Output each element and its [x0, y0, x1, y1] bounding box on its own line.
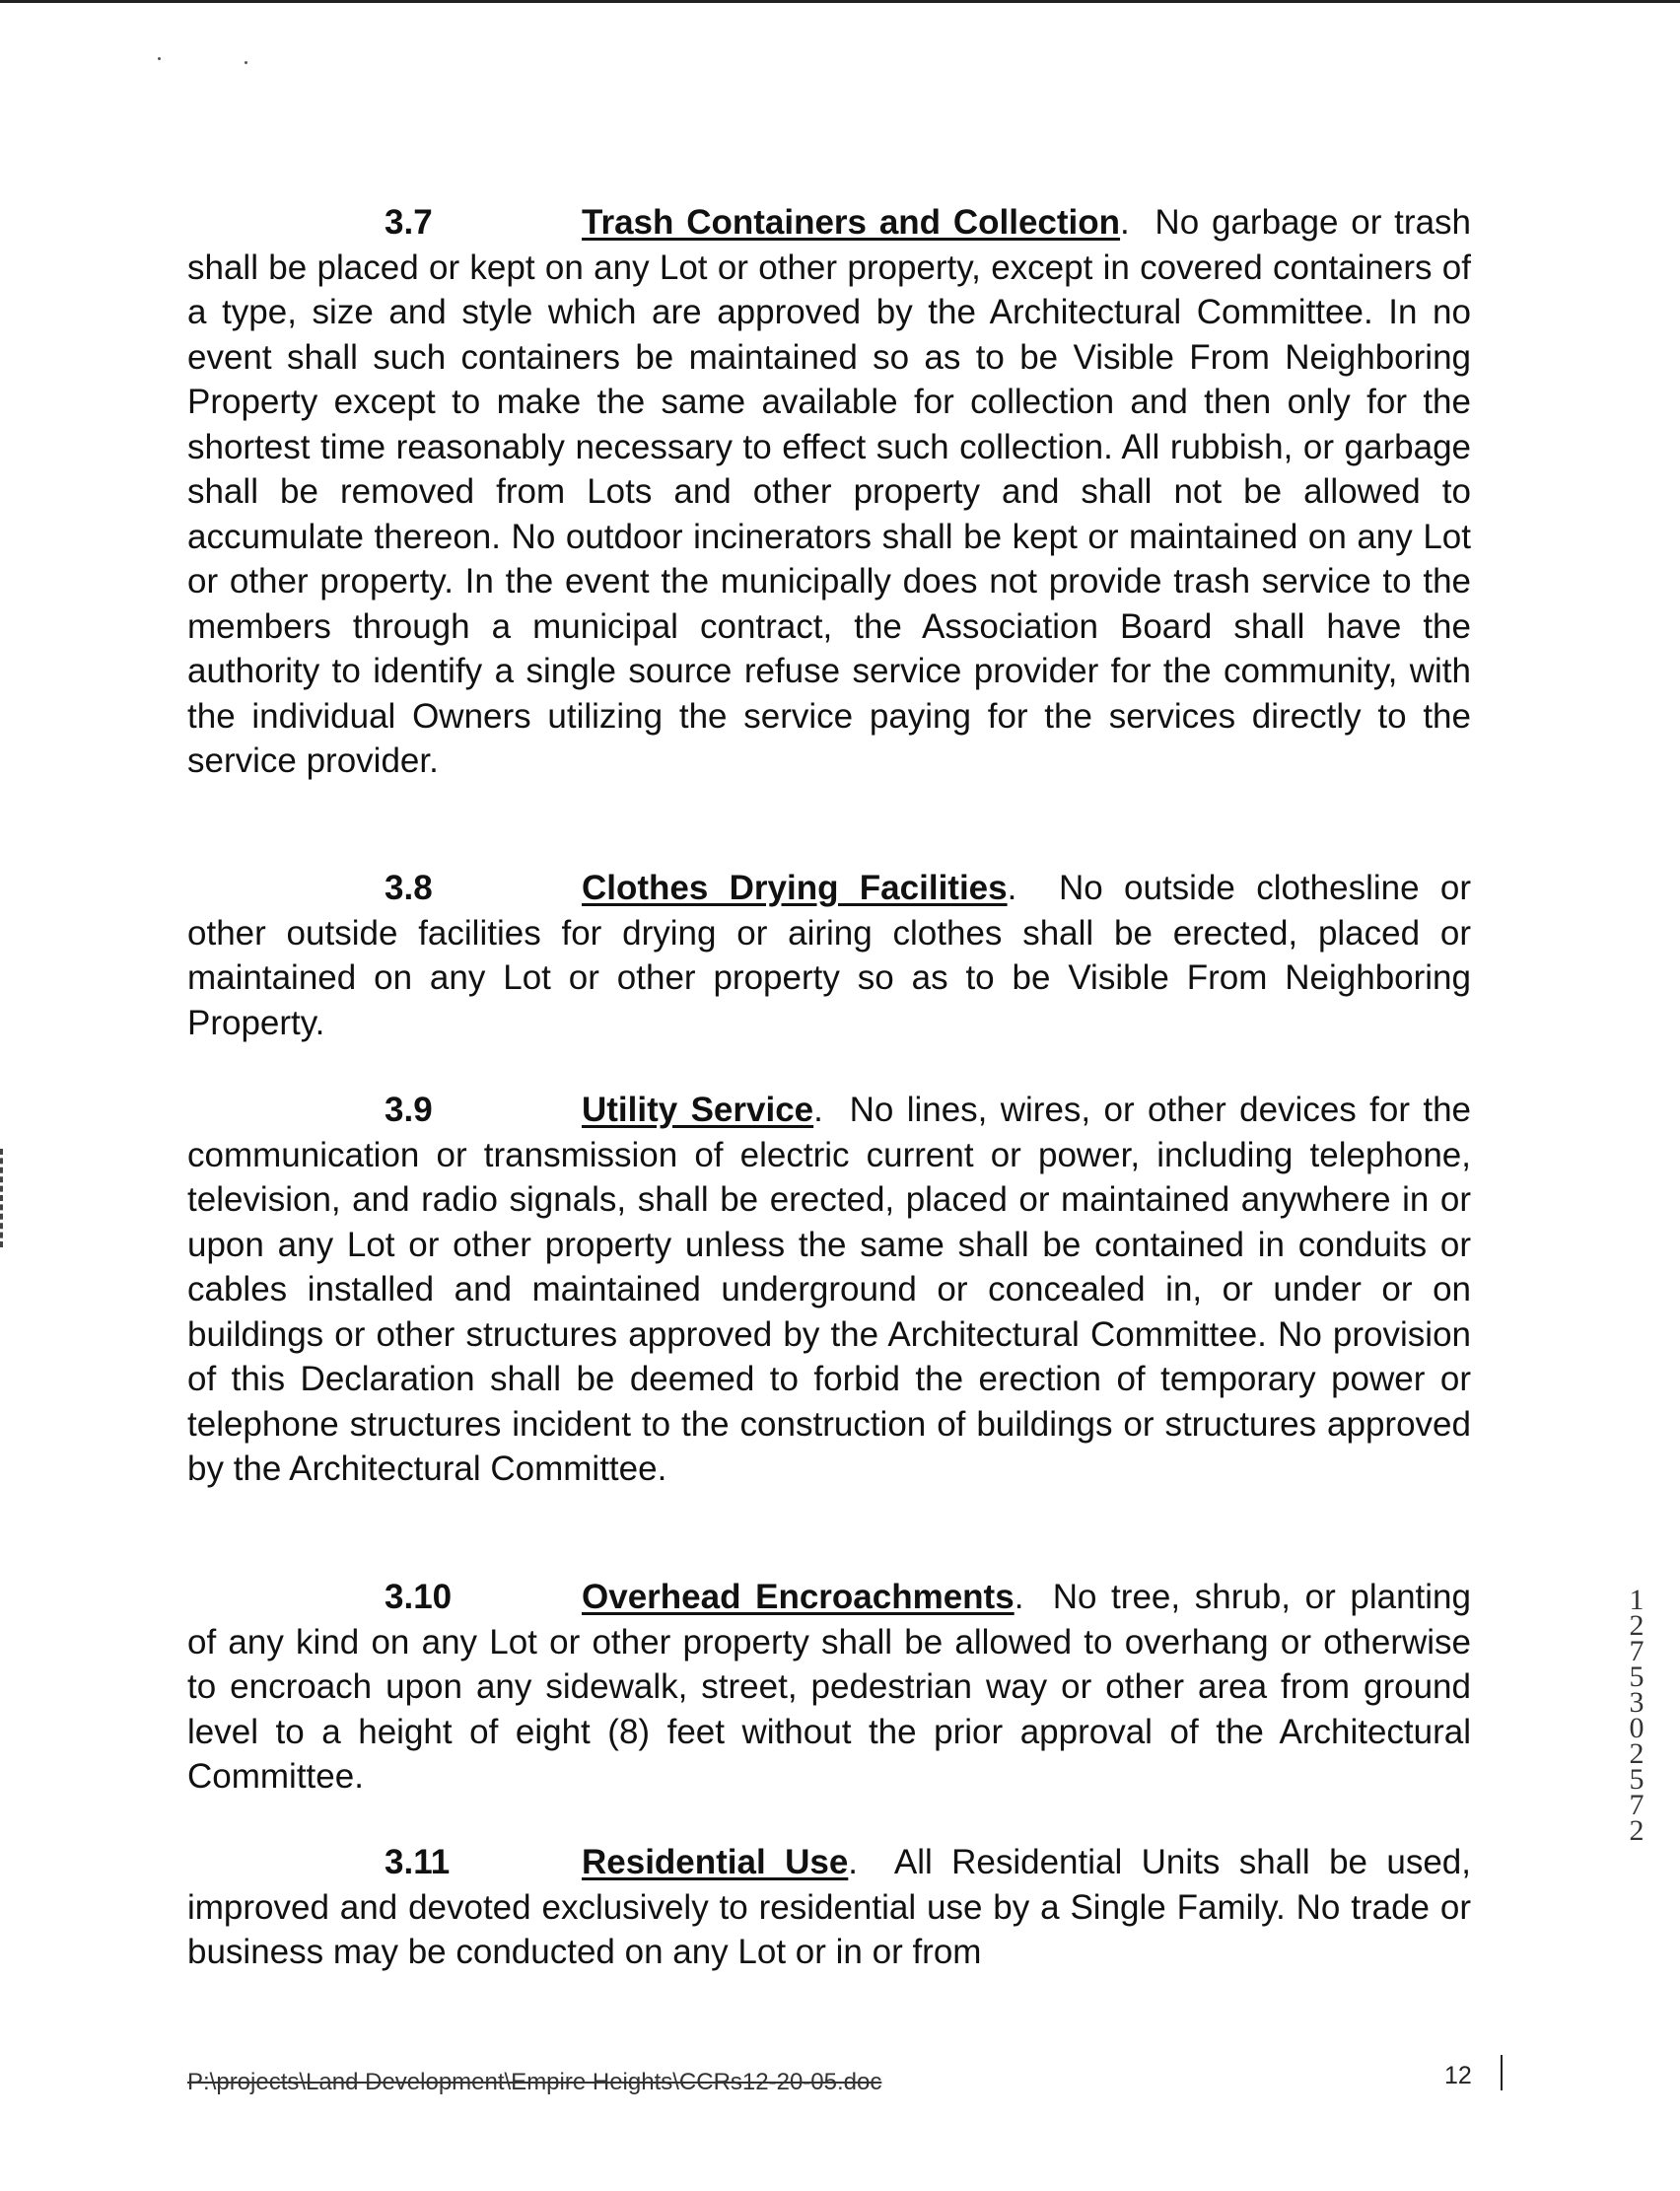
page-number-bar: [1501, 2055, 1503, 2090]
section-heading: Overhead Encroachments: [582, 1578, 1015, 1616]
section-paragraph: [187, 200, 1471, 784]
section-number: 3.7: [385, 203, 433, 242]
section-3-7: [187, 200, 1471, 784]
section-body: No lines, wires, or other devices for the communication or transmission of electric current or power, including telephone, television, and radio signals, shall be erected, placed or maintained anywhere in or upon any Lot or other property unless the same shall be contained in conduits or cables installed and maintained underground or concealed in, or under or on buildings or other structures approved by the Architectural Committee. No provision of this Declaration shall be deemed to forbid the erection of temporary power or telephone structures incident to the construction of buildings or structures approved by the Architectural Committee.: [187, 1091, 1472, 1488]
section-paragraph: [187, 1840, 1471, 1975]
section-number: 3.10: [385, 1578, 453, 1616]
heading-punctuation: .: [1120, 203, 1130, 242]
section-paragraph: [187, 1088, 1471, 1492]
section-body: No garbage or trash shall be placed or kept on any Lot or other property, except in covered containers of a type, size and style which are approved by the Architectural Committee. In no event shall such containers be maintained so as to be Visible From Neighboring Property except to make the same available for collection and then only for the shortest time reasonably necessary to effect such collection. All rubbish, or garbage shall be removed from Lots and other property and shall not be allowed to accumulate thereon. No outdoor incinerators shall be kept or maintained on any Lot or other property. In the event the municipally does not provide trash service to the members through a municipal contract, the Association Board shall have the authority to identify a single source refuse service provider for the community, with the individual Owners utilizing the service paying for the services directly to the service provider.: [187, 203, 1471, 780]
page-number: 12: [1444, 2062, 1472, 2089]
recording-stamp: 12753 02572: [1629, 1584, 1645, 1847]
heading-punctuation: .: [848, 1843, 859, 1881]
section-paragraph: [187, 1575, 1471, 1800]
section-paragraph: [187, 866, 1471, 1045]
section-body: All Residential Units shall be used, improved and devoted exclusively to residential use by a Single Family. No trade or business may be conducted on any Lot or in or from: [187, 1843, 1471, 1971]
section-heading: Residential Use: [582, 1843, 849, 1881]
scan-speck: [245, 61, 247, 64]
section-body: No tree, shrub, or planting of any kind on any Lot or other property shall be allowed to overhang or otherwise to encroach upon any sidewalk, street, pedestrian way or other area from ground level to a height of eight (8) feet without the prior approval of the Architectural Committee.: [187, 1578, 1471, 1796]
heading-punctuation: .: [1014, 1578, 1024, 1616]
footer-file-path: P:\projects\Land Development\Empire Heights\CCRs12-20-05.doc: [187, 2069, 882, 2095]
section-number: 3.8: [385, 869, 433, 907]
section-body: No outside clothesline or other outside facilities for drying or airing clothes shall be erected, placed or maintained on any Lot or other property so as to be Visible From Neighboring Property.: [187, 869, 1471, 1042]
scan-top-border: [0, 0, 1680, 3]
section-3-10: [187, 1575, 1471, 1800]
heading-punctuation: .: [813, 1091, 823, 1129]
section-number: 3.9: [385, 1091, 433, 1129]
section-heading: Utility Service: [582, 1091, 814, 1129]
heading-punctuation: .: [1007, 869, 1017, 907]
section-number: 3.11: [385, 1843, 451, 1881]
scan-speck: [158, 57, 161, 60]
section-3-9: [187, 1088, 1471, 1492]
section-3-8: [187, 866, 1471, 1045]
section-3-11: [187, 1840, 1471, 1975]
scan-left-edge-mark: [0, 1149, 6, 1247]
section-heading: Clothes Drying Facilities: [582, 869, 1008, 907]
section-heading: Trash Containers and Collection: [582, 203, 1121, 242]
